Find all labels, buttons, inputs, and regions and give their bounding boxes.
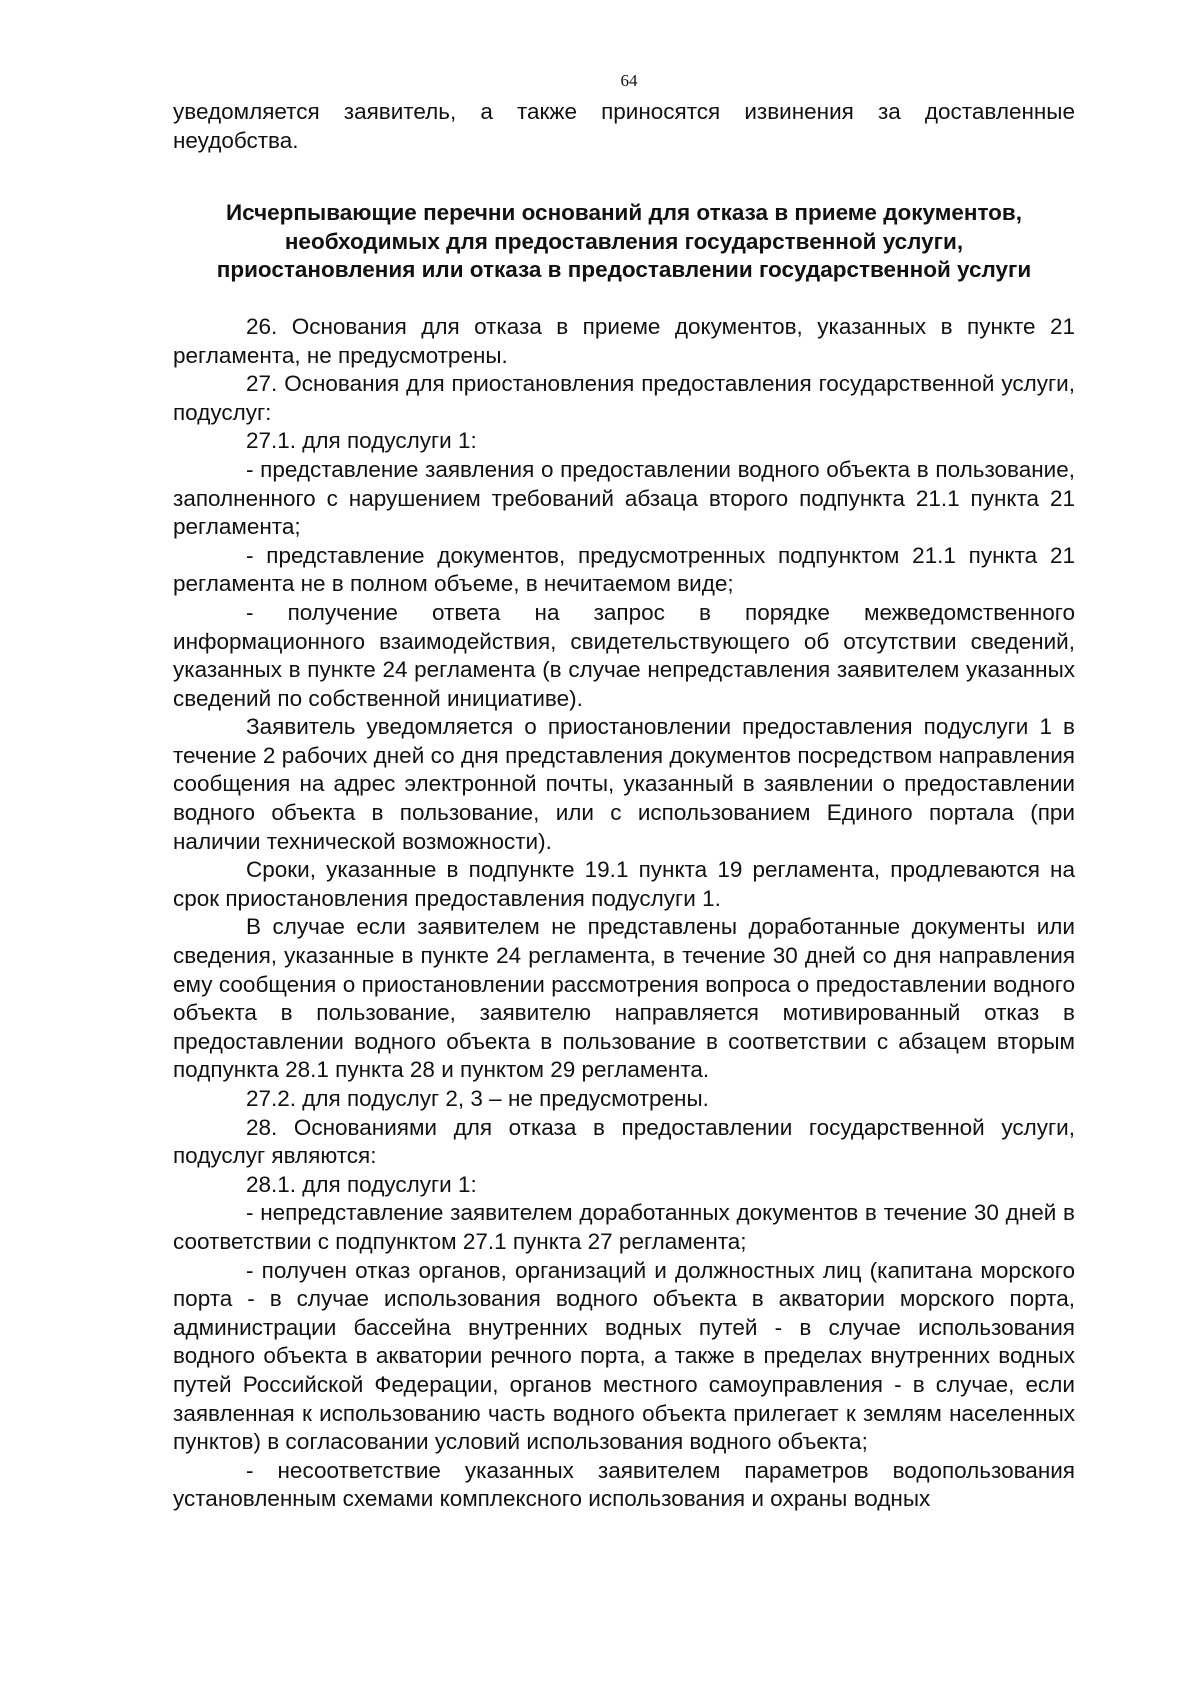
paragraph: 27.1. для подуслуги 1:: [246, 428, 477, 454]
intro-paragraph: уведомляется заявитель, а также приносятся извинения за доставленные неудобства.: [173, 99, 1075, 153]
paragraph: Сроки, указанные в подпункте 19.1 пункта 19 регламента, продлеваются на срок приостановления предоставления подуслуги 1.: [173, 857, 1075, 911]
page-number: 64: [620, 71, 638, 90]
paragraph: 27.2. для подуслуг 2, 3 – не предусмотрены.: [246, 1086, 709, 1111]
list-item: - представление документов, предусмотренных подпунктом 21.1 пункта 21 регламента не в полном объеме, в нечитаемом виде;: [173, 542, 1075, 597]
paragraph: 28. Основаниями для отказа в предоставлении государственной услуги, подуслуг являются:: [173, 1114, 1075, 1169]
heading-line: приостановления или отказа в предоставлении государственной услуги: [216, 257, 1032, 283]
paragraph: 27. Основания для приостановления предоставления государственной услуги, подуслуг:: [173, 371, 1075, 425]
list-item: - несоответствие указанных заявителем параметров водопользования установленным схемами комплексного использования и охраны водных: [173, 1457, 1075, 1512]
body-text: [173, 313, 1075, 1514]
paragraph: 28.1. для подуслуги 1:: [246, 1171, 477, 1197]
heading-line: необходимых для предоставления государственной услуги,: [284, 228, 964, 254]
list-item: - получен отказ органов, организаций и должностных лиц (капитана морского порта - в случае использования водного объекта в акватории морского порта, администрации бассейна внутренних водных путей - в случае использования водного объекта в акватории речного порта, а также в пределах внутренних водных путей Российской Федерации, органов местного самоуправления - в случае, если заявленная к использованию часть водного объекта прилегает к землям населенных пунктов) в согласовании условий использования водного объекта;: [173, 1257, 1075, 1455]
paragraph: Заявитель уведомляется о приостановлении предоставления подуслуги 1 в течение 2 рабочих дней со дня представления документов посредством направления сообщения на адрес электронной почты, указанный в заявлении о предоставлении водного объекта в пользование, или с использованием Единого портала (при наличии технической возможности).: [173, 714, 1075, 854]
list-item: - непредставление заявителем доработанных документов в течение 30 дней в соответствии с подпунктом 27.1 пункта 27 регламента;: [173, 1200, 1075, 1254]
list-item: - получение ответа на запрос в порядке межведомственного информационного взаимодействия, свидетельствующего об отсутствии сведений, указанных в пункте 24 регламента (в случае непредставления заявителем указанных сведений по собственной инициативе).: [173, 599, 1075, 711]
paragraph: В случае если заявителем не представлены доработанные документы или сведения, указанные в пункте 24 регламента, в течение 30 дней со дня направления ему сообщения о приостановлении рассмотрения вопроса о предоставлении водного объекта в пользование, заявителю направляется мотивированный отказ в предоставлении водного объекта в пользование в соответствии с абзацем вторым подпункта 28.1 пункта 28 и пунктом 29 регламента.: [173, 914, 1075, 1083]
list-item: - представление заявления о предоставлении водного объекта в пользование, заполненного с нарушением требований абзаца второго подпункта 21.1 пункта 21 регламента;: [173, 456, 1075, 540]
paragraph: 26. Основания для отказа в приеме документов, указанных в пункте 21 регламента, не предусмотрены.: [173, 313, 1075, 368]
heading-line: Исчерпывающие перечни оснований для отказа в приеме документов,: [226, 200, 1022, 226]
section-heading: [173, 199, 1075, 285]
